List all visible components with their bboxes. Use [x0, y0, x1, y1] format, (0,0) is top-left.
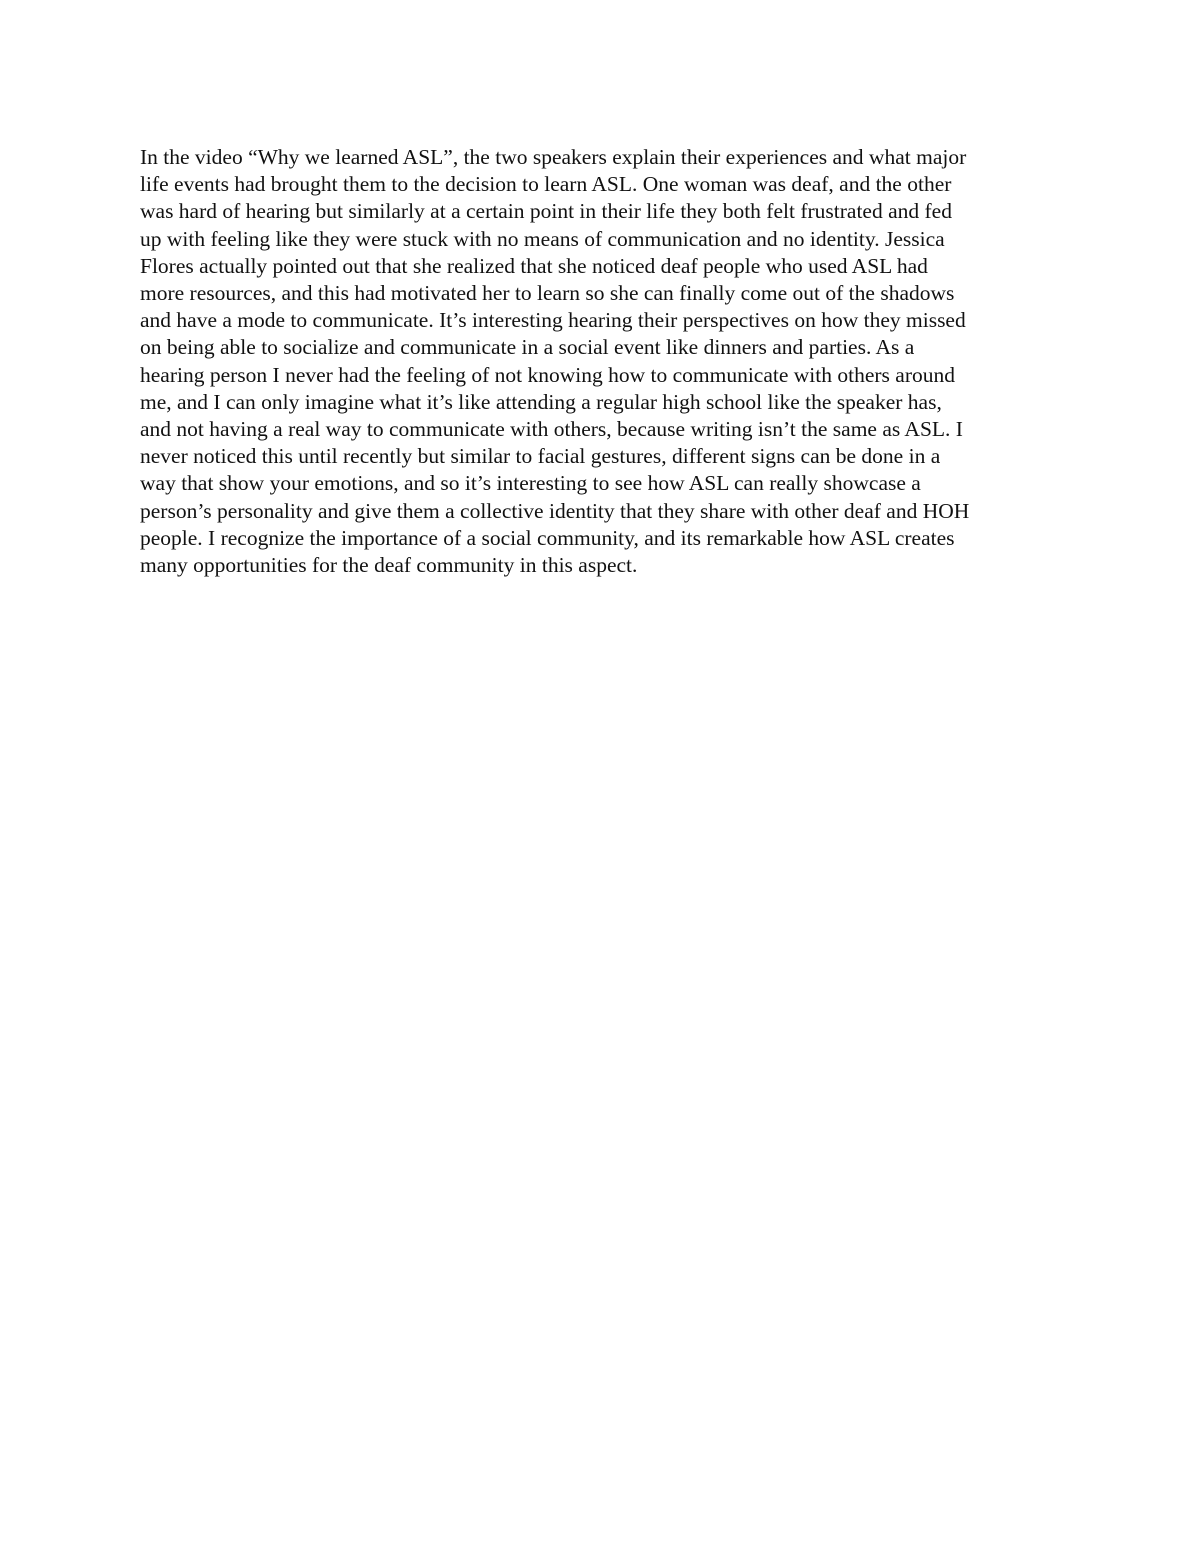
paragraph-line: was hard of hearing but similarly at a certain point in their life they both felt frustrated and fed	[140, 199, 952, 224]
paragraph-line: person’s personality and give them a collective identity that they share with other deaf and HOH	[140, 498, 970, 523]
paragraph-line: up with feeling like they were stuck with no means of communication and no identity. Jessica	[140, 226, 945, 251]
paragraph-line: way that show your emotions, and so it’s interesting to see how ASL can really showcase a	[140, 471, 921, 496]
paragraph-line: on being able to socialize and communicate in a social event like dinners and parties. As a	[140, 335, 915, 360]
paragraph-line: and not having a real way to communicate with others, because writing isn’t the same as ASL. I	[140, 417, 963, 442]
paragraph-line: never noticed this until recently but similar to facial gestures, different signs can be done in a	[140, 444, 941, 469]
body-paragraph	[140, 144, 1060, 579]
paragraph-line: life events had brought them to the decision to learn ASL. One woman was deaf, and the other	[140, 172, 952, 197]
paragraph-line: and have a mode to communicate. It’s interesting hearing their perspectives on how they missed	[140, 308, 966, 333]
paragraph-line: Flores actually pointed out that she realized that she noticed deaf people who used ASL had	[140, 253, 928, 278]
paragraph-line: In the video “Why we learned ASL”, the two speakers explain their experiences and what major	[140, 145, 967, 169]
paragraph-line: me, and I can only imagine what it’s like attending a regular high school like the speaker has,	[140, 389, 942, 414]
paragraph-line: many opportunities for the deaf community in this aspect.	[140, 553, 638, 578]
paragraph-line: more resources, and this had motivated her to learn so she can finally come out of the shadows	[140, 281, 955, 306]
paragraph-line: people. I recognize the importance of a social community, and its remarkable how ASL creates	[140, 525, 955, 550]
paragraph-line: hearing person I never had the feeling of not knowing how to communicate with others around	[140, 362, 955, 387]
